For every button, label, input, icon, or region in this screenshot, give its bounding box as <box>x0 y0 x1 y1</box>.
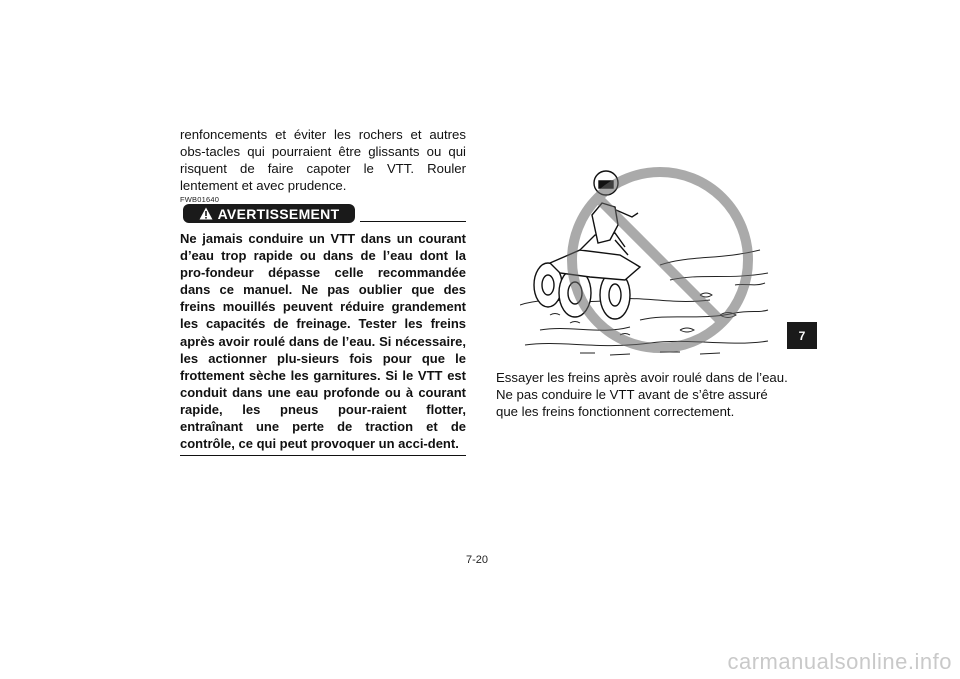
warning-triangle-icon <box>199 207 213 220</box>
warning-text: Ne jamais conduire un VTT dans un courant d’eau trop rapide ou dans de l’eau dont la pro-fondeur dépasse celle recommandée dans ce manuel. Ne pas oublier que des freins mouillés peuvent réduire grandement les capacités de freinage. Tester les freins après avoir roulé dans de l’eau. Si nécessaire, les actionner plu-sieurs fois pour que le frottement sèche les garnitures. Si le VTT est conduit dans une eau profonde ou à courant rapide, les pneus pour-raient flotter, entraînant une perte de traction et de contrôle, ce qui peut provoquer un acci-dent. <box>180 231 466 452</box>
right-column <box>496 369 790 420</box>
warning-label: AVERTISSEMENT <box>217 205 340 222</box>
left-column <box>180 126 466 456</box>
warning-bottom-rule <box>180 455 466 456</box>
page-number: 7-20 <box>466 554 489 566</box>
chapter-tab: 7 <box>787 322 817 349</box>
atv-water-crossing-illustration <box>520 155 770 360</box>
warning-top-rule <box>360 221 466 222</box>
warning-header <box>180 204 466 228</box>
atv-rider <box>534 171 640 319</box>
watermark: carmanualsonline.info <box>727 649 952 674</box>
reference-code: FWB01640 <box>180 195 220 204</box>
intro-paragraph: renfoncements et éviter les rochers et autres obs-tacles qui pourraient être glissants ou qui risquent de faire capoter le VTT. Rouler lentement et avec prudence. <box>180 127 466 193</box>
illustration-caption: Essayer les freins après avoir roulé dans de l’eau. Ne pas conduire le VTT avant de s’être assuré que les freins fonctionnent correctement. <box>496 370 788 419</box>
warning-label-box <box>183 204 355 223</box>
